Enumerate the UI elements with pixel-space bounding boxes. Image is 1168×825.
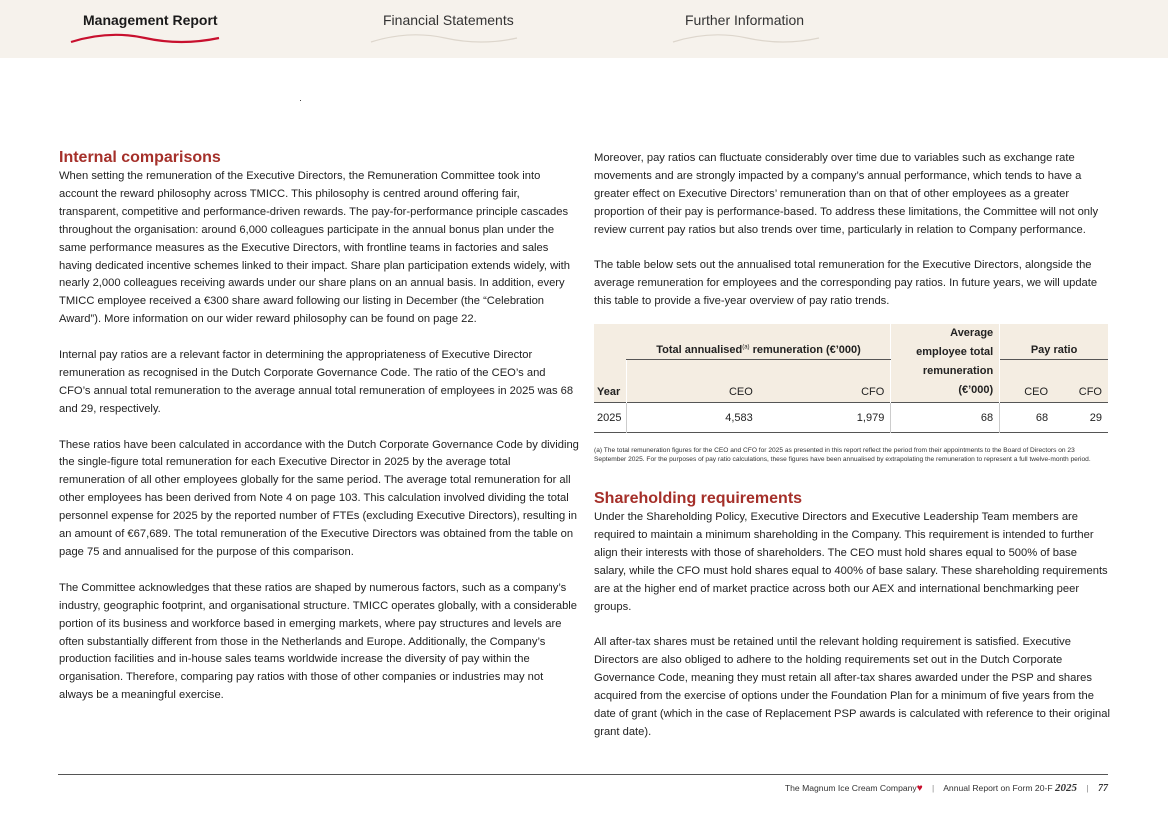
footer-rule bbox=[58, 774, 1108, 775]
table-row bbox=[594, 403, 1108, 433]
tab-label: Financial Statements bbox=[383, 12, 514, 28]
paragraph: These ratios have been calculated in accordance with the Dutch Corporate Governance Code by dividing the single-figure total remuneration for each Executive Director in 2025 by the average total remuneration of all other employees globally for the same period. The average total remuneration for all other employees has been derived from Note 4 on page 103. This calculation involved dividing the total personnel expense for 2025 by the reported number of FTEs (excluding Executive Directors), resulting in an amount of €67,689. The total remuneration of the Executive Directors was obtained from the table on page 75 and annualised for the purpose of this comparison. bbox=[59, 438, 579, 558]
top-navigation bbox=[0, 0, 1168, 58]
section-heading-internal-comparisons: Internal comparisons bbox=[59, 149, 221, 166]
header-pay-ratio: Pay ratio bbox=[1000, 324, 1108, 359]
left-column bbox=[59, 148, 579, 723]
tab-underline bbox=[369, 32, 519, 46]
tab-further-information[interactable] bbox=[685, 12, 804, 28]
paragraph: All after-tax shares must be retained until the relevant holding requirement is satisfied. Executive Directors are also obliged to adhere to the holding requirements set out in the Dutch Corporate Governance Code, meaning they must retain all after-tax shares awarded under the PSP and shares acquired from the exercise of options under the Foundation Plan for a minimum of five years from the date of grant (which in the case of Replacement PSP awards is calculated with reference to their original grant date). bbox=[594, 636, 1110, 738]
header-total-annualised: Total annualised$^{(a)}$ remuneration (€’000) bbox=[627, 324, 891, 359]
tab-label: Further Information bbox=[685, 12, 805, 28]
header-ceo-ratio: CEO bbox=[1024, 386, 1049, 398]
report-year: 2025 bbox=[1054, 782, 1077, 794]
cell-ceo-ratio: 68 bbox=[1035, 411, 1049, 424]
cell-ceo-rem: 4,583 bbox=[725, 411, 753, 424]
paragraph: The Committee acknowledges that these ratios are shaped by numerous factors, such as a company’s industry, geographic footprint, and organisational structure. TMICC operates globally, with a considerable portion of its business and workforce based in emerging markets, where pay structures and levels are often substantially different from those in the Netherlands and Europe. Additionally, the Company’s production facilities and in-house sales teams worldwide increase the diversity of pay within the organisation. Therefore, comparing pay ratios with those of other companies or industries may not always be a meaningful exercise. bbox=[59, 581, 578, 702]
cell-avg: 68 bbox=[891, 403, 1000, 433]
company-name: The Magnum Ice Cream Company bbox=[784, 783, 917, 793]
section-heading-shareholding: Shareholding requirements bbox=[594, 490, 803, 507]
right-column-bottom bbox=[594, 489, 1110, 760]
paragraph: When setting the remuneration of the Executive Directors, the Remuneration Committee took into account the reward philosophy across TMICC. This philosophy is centred around offering fair, transparent, competitive and performance-driven rewards. The pay-for-performance principle cascades throughout the organisation: around 6,000 colleagues participate in the annual bonus plan under the same performance measures as the Executive Directors, with frontline teams in factories and sales having dedicated incentive schemes linked to their impact. Share plan participation extends widely, with nearly 2,000 colleagues receiving awards under our share plans on an annual basis. In addition, every TMICC employee received a €300 share award following our listing in December (the “Celebration Award”). More information on our wider reward philosophy can be found on page 22. bbox=[59, 170, 570, 326]
right-column-top bbox=[594, 150, 1110, 329]
paragraph: Moreover, pay ratios can fluctuate considerably over time due to variables such as exchange rate movements and are strongly impacted by a company’s annual performance, which tends to have a greater effect on Executive Directors’ remuneration than on that of other employees as a greater proportion of their pay is performance-based. To address these limitations, the Committee will not only review current pay ratios but also trends over time, particularly in relation to Company performance. bbox=[594, 152, 1099, 236]
paragraph: Internal pay ratios are a relevant factor in determining the appropriateness of Executive Director remuneration as recognised in the Dutch Corporate Governance Code. The ratio of the CEO’s and CFO’s annual total remuneration to the average annual total remuneration of employees in 2025 was 68 and 29, respectively. bbox=[59, 349, 574, 415]
header-year: Year bbox=[594, 359, 627, 402]
tab-management-report[interactable] bbox=[83, 12, 218, 28]
tab-label: Management Report bbox=[83, 12, 218, 28]
header-cfo-ratio: CFO bbox=[1078, 386, 1102, 398]
header-cfo: CFO bbox=[759, 359, 891, 402]
paragraph: Under the Shareholding Policy, Executive Directors and Executive Leadership Team members are required to maintain a minimum shareholding in the Company. This requirement is intended to further align their interests with those of shareholders. The CEO must hold shares equal to 500% of base salary, while the CFO must hold shares equal to 400% of base salary. These shareholding requirements are at the higher end of market practice across both our AEX and international benchmarking peer groups. bbox=[594, 511, 1108, 613]
stray-dot bbox=[300, 100, 301, 101]
tab-underline bbox=[671, 32, 821, 46]
page-number: 77 bbox=[1098, 783, 1108, 794]
header-average-employee: Average employee total remuneration (€’000) bbox=[891, 324, 1000, 403]
page-footer bbox=[785, 782, 1108, 794]
active-tab-underline bbox=[69, 32, 221, 46]
divider: | bbox=[1086, 783, 1089, 793]
paragraph: The table below sets out the annualised total remuneration for the Executive Directors, alongside the average remuneration for employees and the corresponding pay ratios. In future years, we will update this table to provide a five-year overview of pay ratio trends. bbox=[594, 259, 1098, 308]
cell-cfo-ratio: 29 bbox=[1089, 411, 1102, 424]
tab-financial-statements[interactable] bbox=[383, 12, 514, 28]
divider: | bbox=[932, 783, 935, 793]
logo-heart-icon: ♥ bbox=[916, 783, 923, 794]
header-ceo: CEO bbox=[728, 386, 753, 398]
report-title: Annual Report on Form 20-F bbox=[943, 783, 1053, 793]
cell-cfo-rem: 1,979 bbox=[759, 403, 891, 433]
table-footnote: (a) The total remuneration figures for the CEO and CFO for 2025 as presented in this report reflect the period from their appointments to the Board of Directors on 23 September 2025. For the purposes of pay ratio calculations, these figures have been annualised by extrapolating the remuneration to represent a full twelve-month period. bbox=[594, 447, 1091, 463]
cell-year: 2025 bbox=[594, 403, 627, 433]
pay-ratio-table bbox=[594, 324, 1108, 433]
